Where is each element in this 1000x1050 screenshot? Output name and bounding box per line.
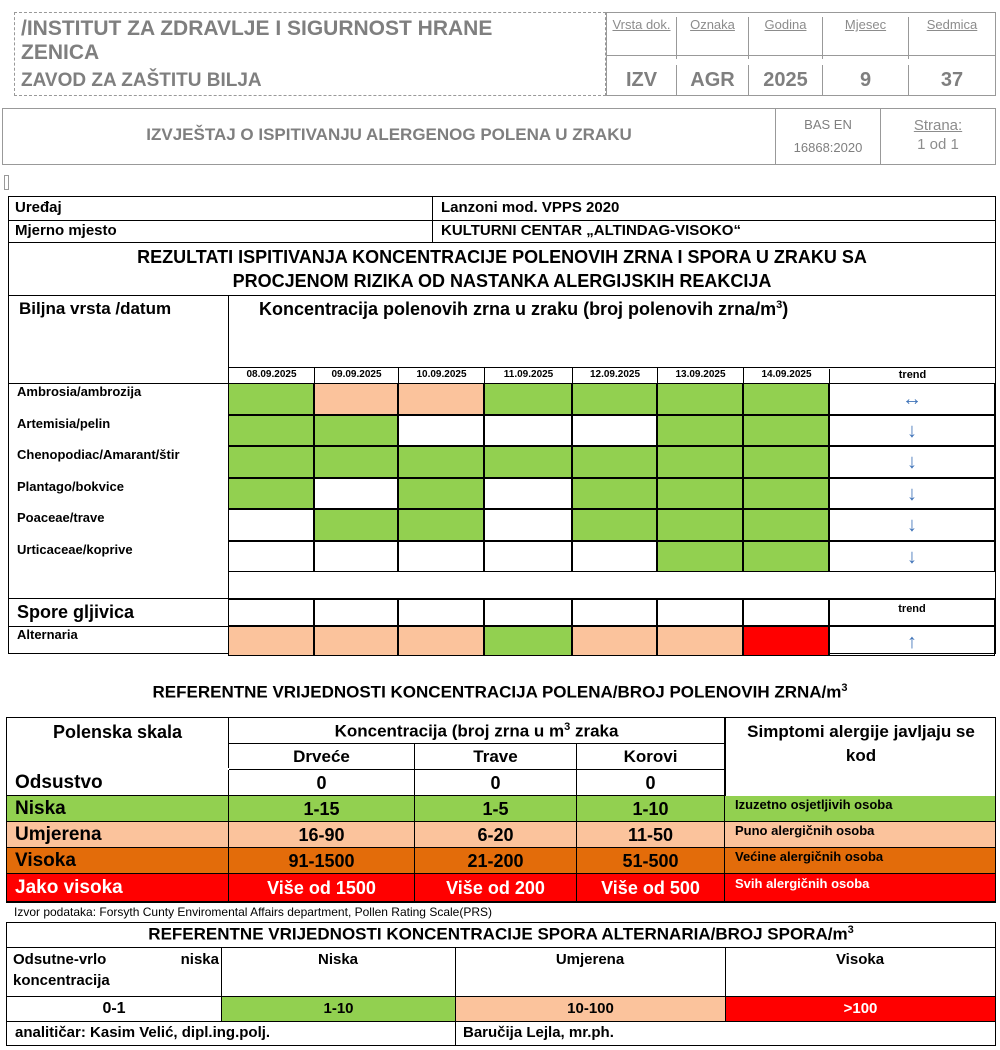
concentration-cell — [398, 446, 484, 478]
concentration-cell — [743, 541, 829, 573]
spore-cell — [657, 626, 743, 656]
divider — [455, 1021, 456, 1045]
code-value-1: AGR — [677, 65, 749, 95]
concentration-cell — [572, 415, 657, 447]
concentration-cell — [572, 509, 657, 541]
concentration-cell — [743, 478, 829, 510]
spore-value-moderate: 10-100 — [456, 997, 725, 1021]
concentration-cell — [657, 541, 743, 573]
code-value-0: IZV — [607, 65, 677, 95]
code-value-3: 9 — [823, 65, 909, 95]
arrow-down-icon: ↓ — [829, 478, 995, 510]
page-label: Strana: — [913, 117, 963, 134]
concentration-cell — [743, 383, 829, 415]
date-header: 14.09.2025 — [743, 367, 829, 383]
symptom-cell: Puno alergičnih osoba — [725, 822, 995, 848]
scale-value: Više od 200 — [415, 874, 577, 902]
trend-header: trend — [829, 369, 995, 383]
spore-header-moderate: Umjerena — [555, 951, 625, 968]
scale-value: 0 — [415, 770, 577, 796]
symptom-cell: Svih alergičnih osoba — [725, 874, 995, 902]
code-label-4: Sedmica — [926, 17, 978, 32]
standard-line1: BAS EN — [804, 117, 852, 132]
symptom-cell: Izuzetno osjetljivih osoba — [725, 796, 995, 822]
divider — [7, 1021, 995, 1022]
concentration-cell — [743, 446, 829, 478]
scale-value: Više od 1500 — [229, 874, 415, 902]
spore-cell — [743, 626, 829, 656]
concentration-cell — [484, 415, 572, 447]
arrow-down-icon: ↓ — [829, 415, 995, 447]
spore-value-high: >100 — [726, 997, 995, 1021]
scale-value: Više od 500 — [577, 874, 725, 902]
concentration-cell — [484, 478, 572, 510]
spore-trend-header: trend — [829, 599, 995, 626]
concentration-cell — [484, 446, 572, 478]
concentration-cell — [657, 478, 743, 510]
bidirectional-arrow-icon: ↔ — [829, 383, 995, 415]
species-name: Chenopodiac/Amarant/štir — [17, 447, 180, 462]
scale-value: 91-1500 — [229, 848, 415, 874]
concentration-cell — [314, 446, 398, 478]
concentration-cell — [398, 383, 484, 415]
device-label: Uređaj — [9, 197, 433, 221]
code-value-4: 37 — [940, 69, 964, 91]
spore-value-absent: 0-1 — [102, 1000, 126, 1017]
concentration-cell — [228, 509, 314, 541]
standard-cell — [775, 109, 881, 164]
concentration-cell — [572, 383, 657, 415]
divider — [725, 718, 726, 796]
ref-concentration-header: Koncentracija (broj zrna u $m^3$ zraka — [229, 718, 725, 744]
report-title: IZVJEŠTAJ O ISPITIVANJU ALERGENOG POLENA U ZRAKU — [146, 125, 632, 144]
institute-name: /INSTITUT ZA ZDRAVLJE I SIGURNOST HRANE — [21, 17, 493, 40]
pollen-reference-table — [6, 717, 996, 903]
concentration-cell — [484, 383, 572, 415]
symptoms-header: Simptomi alergije javljaju se kod — [747, 722, 975, 765]
spore-cell — [484, 626, 572, 656]
code-label-3: Mjesec — [823, 17, 909, 59]
column-header-0: Drveće — [229, 744, 415, 770]
code-label-1: Oznaka — [677, 17, 749, 59]
species-name: Plantago/bokvice — [17, 478, 124, 494]
concentration-cell — [398, 415, 484, 447]
arrow-up-icon: ↑ — [829, 626, 995, 656]
spore-header: Spore gljivica — [17, 602, 135, 622]
spore-reference-table — [6, 922, 996, 1046]
scale-value: 0 — [229, 770, 415, 796]
scale-value: 11-50 — [577, 822, 725, 848]
concentration-cell — [484, 541, 572, 573]
species-header: Biljna vrsta /datum — [19, 299, 172, 318]
arrow-down-icon: ↓ — [829, 541, 995, 573]
date-header: 08.09.2025 — [228, 367, 314, 383]
device-value: Lanzoni mod. VPPS 2020 — [433, 197, 995, 221]
table-marker — [4, 175, 9, 190]
spore-name: Alternaria — [17, 627, 78, 642]
species-name: Artemisia/pelin — [17, 415, 111, 431]
arrow-down-icon: ↓ — [829, 509, 995, 541]
concentration-cell — [314, 383, 398, 415]
concentration-cell — [228, 446, 314, 478]
spore-cell — [572, 626, 657, 656]
concentration-cell — [314, 478, 398, 510]
scale-level: Umjerena — [7, 822, 229, 848]
scale-value: 51-500 — [577, 848, 725, 874]
concentration-cell — [398, 541, 484, 573]
concentration-cell — [657, 383, 743, 415]
blank-row — [9, 572, 995, 599]
species-name: Poaceae/trave — [17, 510, 105, 525]
date-header: 13.09.2025 — [657, 367, 743, 383]
page-value: 1 od 1 — [917, 136, 959, 153]
scale-level: Odsustvo — [7, 770, 229, 796]
concentration-cell — [657, 509, 743, 541]
place-value: KULTURNI CENTAR „ALTINDAG-VISOKO“ — [433, 221, 995, 243]
concentration-cell — [572, 478, 657, 510]
concentration-cell — [572, 446, 657, 478]
report-title-box — [2, 108, 996, 165]
concentration-cell — [484, 509, 572, 541]
concentration-cell — [657, 415, 743, 447]
code-label-0: Vrsta dok. — [607, 17, 677, 59]
concentration-cell — [314, 509, 398, 541]
scale-value: 6-20 — [415, 822, 577, 848]
department-name: ZAVOD ZA ZAŠTITU BILJA — [21, 70, 262, 91]
spore-header-high: Visoka — [835, 951, 885, 968]
arrow-down-icon: ↓ — [829, 446, 995, 478]
scale-value: 1-15 — [229, 796, 415, 822]
column-header-1: Trave — [415, 744, 577, 770]
document-code-table — [606, 12, 996, 96]
spore-header-cell — [657, 599, 743, 626]
spore-header-cell — [743, 599, 829, 626]
concentration-cell — [743, 509, 829, 541]
scale-level: Visoka — [7, 848, 229, 874]
concentration-cell — [314, 541, 398, 573]
species-name: Ambrosia/ambrozija — [17, 384, 142, 399]
spore-header-cell — [398, 599, 484, 626]
second-signature: Baručija Lejla, mr.ph. — [463, 1024, 614, 1041]
concentration-cell — [398, 478, 484, 510]
pollen-grid — [9, 197, 995, 653]
scale-level: Jako visoka — [7, 874, 229, 902]
concentration-header: Koncentracija polenovih zrna u zraku (broj polenovih zrna/$m^3$) — [259, 299, 789, 319]
spore-cell — [314, 626, 398, 656]
divider — [7, 947, 995, 948]
species-name: Urticaceae/koprive — [17, 541, 133, 557]
spore-reference-title: REFERENTNE VRIJEDNOSTI KONCENTRACIJE SPORA ALTERNARIA/BROJ SPORA/$m^3$ — [148, 924, 854, 944]
standard-line2: 16868:2020 — [793, 140, 863, 155]
spore-header-cell — [572, 599, 657, 626]
spore-value-low: 1-10 — [222, 997, 455, 1021]
source-note: Izvor podataka: Forsyth Cunty Enviromental Affairs department, Pollen Rating Scale(PRS) — [14, 905, 493, 919]
pollen-results-table — [8, 196, 996, 654]
concentration-cell — [228, 541, 314, 573]
spore-header-absent: Odsutne-vrlo niska koncentracija — [13, 951, 219, 989]
scale-value: 16-90 — [229, 822, 415, 848]
spore-header-cell — [228, 599, 314, 626]
concentration-cell — [398, 509, 484, 541]
reference-rows — [7, 718, 995, 902]
spore-header-cell — [314, 599, 398, 626]
concentration-cell — [657, 446, 743, 478]
spore-cell — [398, 626, 484, 656]
concentration-cell — [228, 383, 314, 415]
date-header: 11.09.2025 — [484, 367, 572, 383]
code-value-2: 2025 — [749, 65, 823, 95]
place-label: Mjerno mjesto — [9, 221, 433, 243]
spore-cell — [228, 626, 314, 656]
spore-header-low: Niska — [317, 951, 359, 968]
results-title-line1: REZULTATI ISPITIVANJA KONCENTRACIJE POLENOVIH ZRNA I SPORA U ZRAKU SA — [137, 247, 867, 267]
symptom-cell: Većine alergičnih osoba — [725, 848, 995, 874]
scale-value: 1-10 — [577, 796, 725, 822]
concentration-cell — [743, 415, 829, 447]
date-header: 10.09.2025 — [398, 367, 484, 383]
code-label-2: Godina — [749, 17, 823, 59]
institute-city: ZENICA — [21, 41, 100, 64]
scale-header: Polenska skala — [7, 718, 229, 768]
reference-pollen-title: REFERENTNE VRIJEDNOSTI KONCENTRACIJA POLENA/BROJ POLENOVIH ZRNA/$m^3$ — [152, 682, 848, 702]
analyst-signature: analitičar: Kasim Velić, dipl.ing.polj. — [15, 1024, 271, 1041]
page-cell — [881, 109, 995, 164]
scale-value: 21-200 — [415, 848, 577, 874]
column-header-2: Korovi — [577, 744, 725, 770]
scale-level: Niska — [7, 796, 229, 822]
date-header: 12.09.2025 — [572, 367, 657, 383]
results-title-line2: PROCJENOM RIZIKA OD NASTANKA ALERGIJSKIH REAKCIJA — [232, 271, 772, 291]
spore-header-cell — [484, 599, 572, 626]
scale-value: 0 — [577, 770, 725, 796]
institute-header — [14, 12, 606, 96]
concentration-cell — [228, 415, 314, 447]
concentration-cell — [572, 541, 657, 573]
scale-value: 1-5 — [415, 796, 577, 822]
concentration-cell — [314, 415, 398, 447]
date-header: 09.09.2025 — [314, 367, 398, 383]
concentration-cell — [228, 478, 314, 510]
